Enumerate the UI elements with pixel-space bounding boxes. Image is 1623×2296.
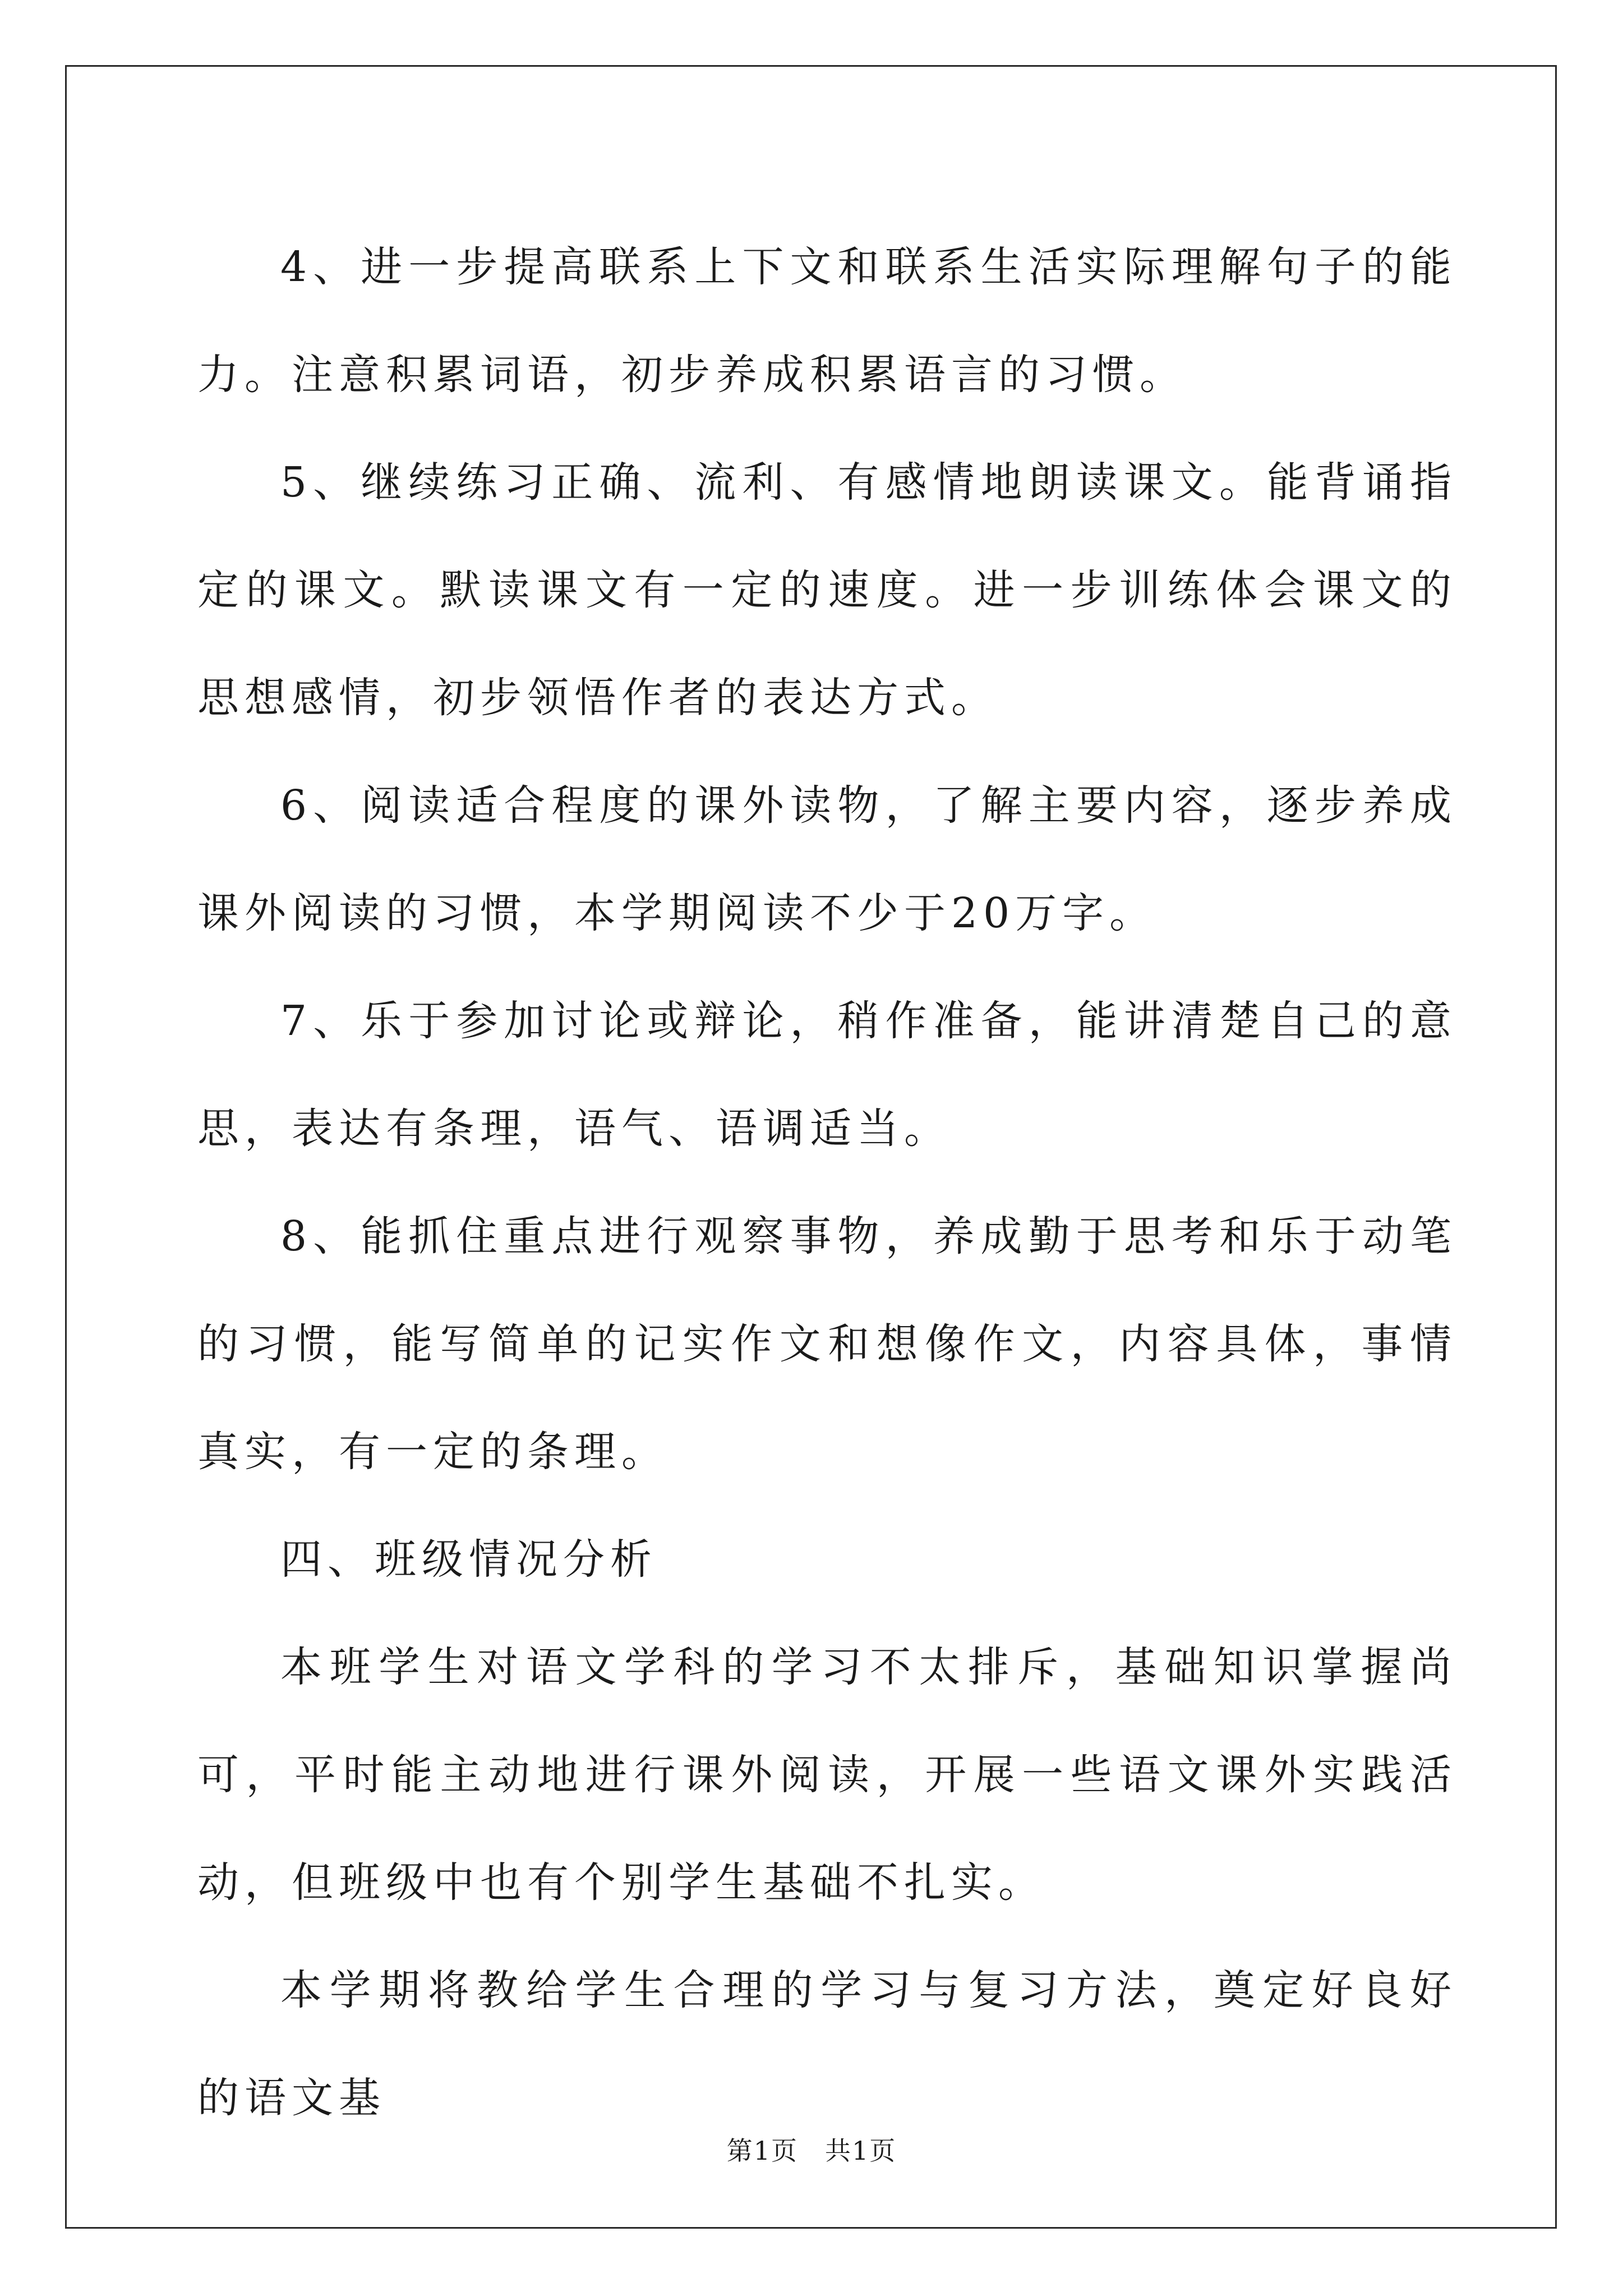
page-number-footer: 第1页 共1页	[726, 2136, 897, 2166]
paragraph-item-8: 8、能抓住重点进行观察事物，养成勤于思考和乐于动笔的习惯，能写简单的记实作文和想像作文，内容具体，事情真实，有一定的条理。	[197, 1212, 1457, 1476]
paragraph-item-7: 7、乐于参加讨论或辩论，稍作准备，能讲清楚自己的意思，表达有条理，语气、语调适当。	[197, 997, 1457, 1153]
document-body	[197, 213, 1457, 2152]
paragraph-semester-plan: 本学期将教给学生合理的学习与复习方法，奠定好良好的语文基	[197, 1966, 1457, 2122]
paragraph-class-analysis: 本班学生对语文学科的学习不太排斥，基础知识掌握尚可，平时能主动地进行课外阅读，开展一些语文课外实践活动，但班级中也有个别学生基础不扎实。	[197, 1643, 1457, 1907]
paragraph-item-6: 6、阅读适合程度的课外读物，了解主要内容，逐步养成课外阅读的习惯，本学期阅读不少于20万字。	[197, 781, 1457, 937]
section-heading: 四、班级情况分析	[280, 1535, 657, 1584]
paragraph-item-5: 5、继续练习正确、流利、有感情地朗读课文。能背诵指定的课文。默读课文有一定的速度。进一步训练体会课文的思想感情，初步领悟作者的表达方式。	[197, 458, 1457, 722]
paragraph-item-4: 4、进一步提高联系上下文和联系生活实际理解句子的能力。注意积累词语，初步养成积累语言的习惯。	[197, 243, 1457, 399]
